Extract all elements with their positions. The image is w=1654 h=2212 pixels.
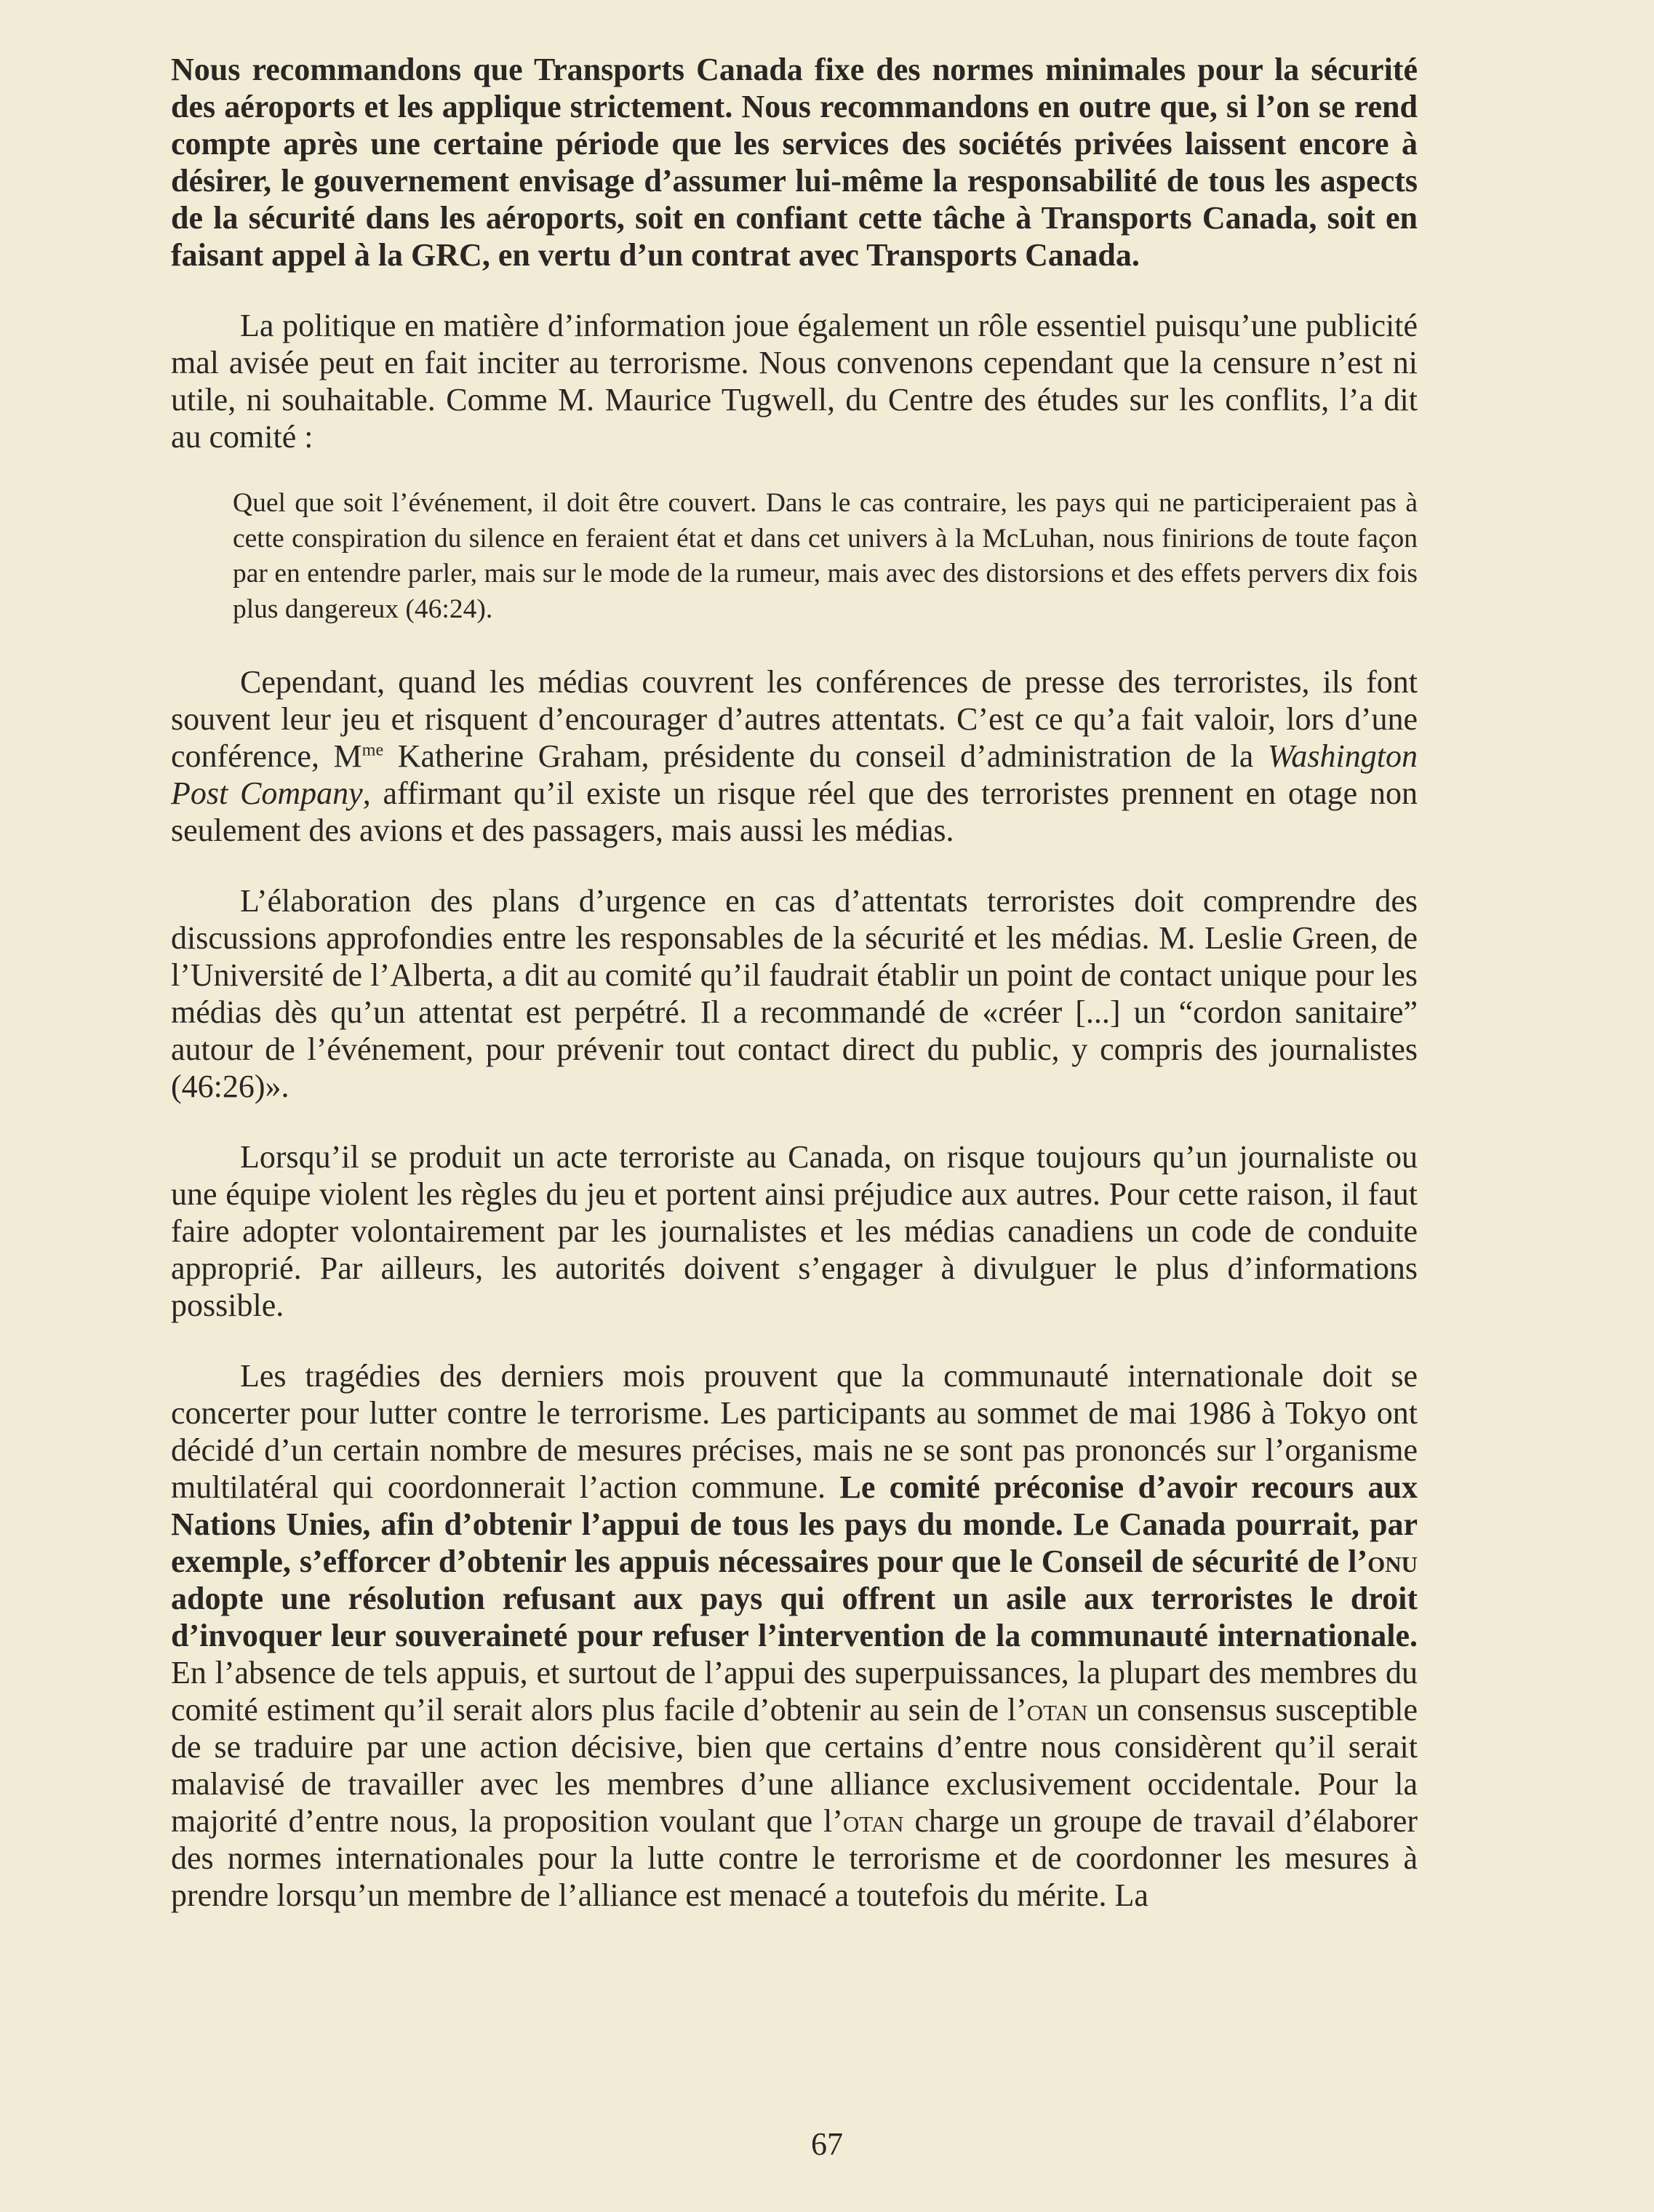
body-paragraph-code-of-conduct: Lorsqu’il se produit un acte terroriste au Canada, on risque toujours qu’un journaliste ou une équipe violent les règles du jeu et portent ainsi préjudice aux autres. Pour cette raison, il faut faire adopter volontairement par les journalistes et les médias canadiens un code de conduite approprié. Par ailleurs, les autorités doivent s’engager à divulguer le plus d’informations possible. [171,1139,1418,1323]
page-number: 67 [811,2126,843,2162]
superscript: me [361,740,384,760]
text-segment: Katherine Graham, présidente du conseil d’administration de la [383,738,1268,774]
body-paragraph-media-coverage [171,663,1418,849]
text-segment: un consensus susceptible de se traduire par une action décisive, bien que certains d’entre nous considèrent qu’il serait malavisé de travailler avec les membres d’une alliance exclusivement occidentale. Pour la majorité d’entre nous, la proposition voulant que l’ [171,1692,1418,1839]
recommendation-paragraph: Nous recommandons que Transports Canada fixe des normes minimales pour la sécurité des aéroports et les applique strictement. Nous recommandons en outre que, si l’on se rend compte après une certaine période que les services des sociétés privées laissent encore à désirer, le gouvernement envisage d’assumer lui-même la responsabilité de tous les aspects de la sécurité dans les aéroports, soit en confiant cette tâche à Transports Canada, soit en faisant appel à la GRC, en vertu d’un contrat avec Transports Canada. [171,52,1418,273]
text-segment: En l’absence de tels appuis, et surtout de l’appui des superpuissances, la plupart des membres du comité estiment qu’il serait alors plus facile d’obtenir au sein de l’ [171,1655,1418,1728]
body-paragraph-international-cooperation [171,1357,1418,1914]
text-segment: charge un groupe de travail d’élaborer des normes internationales pour la lutte contre le terrorisme et de coordonner les mesures à prendre lorsqu’un membre de l’alliance est menacé a toutefois du mérite. La [171,1803,1418,1913]
body-paragraph-emergency-plans: L’élaboration des plans d’urgence en cas d’attentats terroristes doit comprendre des discussions approfondies entre les responsables de la sécurité et les médias. M. Leslie Green, de l’Université de l’Alberta, a dit au comité qu’il faudrait établir un point de contact unique pour les médias dès qu’un attentat est perpétré. Il a recommandé de «créer [...] un “cordon sanitaire” autour de l’événement, pour prévenir tout contact direct du public, y compris des journalistes (46:26)». [171,883,1418,1104]
acronym: otan [842,1803,904,1839]
acronym: otan [1026,1692,1088,1728]
acronym: onu [1367,1544,1418,1579]
italic-title: Washington Post Company [171,738,1418,811]
block-quote: Quel que soit l’événement, il doit être couvert. Dans le cas contraire, les pays qui ne participeraient pas à cette conspiration du silence en feraient état et dans cet univers à la McLuhan, nous finirions de toute façon par en entendre parler, mais sur le mode de la rumeur, mais avec des distorsions et des effets pervers dix fois plus dangereux (46:24). [233,488,1418,624]
document-page [171,51,1418,1947]
text-segment: , affirmant qu’il existe un risque réel que des terroristes prennent en otage non seulement des avions et des passagers, mais aussi les médias. [171,775,1418,848]
text-segment: Les tragédies des derniers mois prouvent que la communauté internationale doit se concerter pour lutter contre le terrorisme. Les participants au sommet de mai 1986 à Tokyo ont décidé d’un certain nombre de mesures précises, mais ne se sont pas prononcés sur l’organisme multilatéral qui coordonnerait l’action commune. [171,1358,1418,1505]
text-segment: adopte une résolution refusant aux pays qui offrent un asile aux terroristes le droit d’invoquer leur souveraineté pour refuser l’intervention de la communauté internationale. [171,1581,1418,1653]
text-segment: Le comité préconise d’avoir recours aux Nations Unies, afin d’obtenir l’appui de tous les pays du monde. Le Canada pourrait, par exemple, s’efforcer d’obtenir les appuis nécessaires pour que le Conseil de sécurité de l’ [171,1469,1418,1579]
body-paragraph-information-policy: La politique en matière d’information joue également un rôle essentiel puisqu’une publicité mal avisée peut en fait inciter au terrorisme. Nous convenons cependant que la censure n’est ni utile, ni souhaitable. Comme M. Maurice Tugwell, du Centre des études sur les conflits, l’a dit au comité : [171,308,1418,455]
text-segment: Cependant, quand les médias couvrent les conférences de presse des terroristes, ils font souvent leur jeu et risquent d’encourager d’autres attentats. C’est ce qu’a fait valoir, lors d’une conférence, M [171,664,1418,774]
